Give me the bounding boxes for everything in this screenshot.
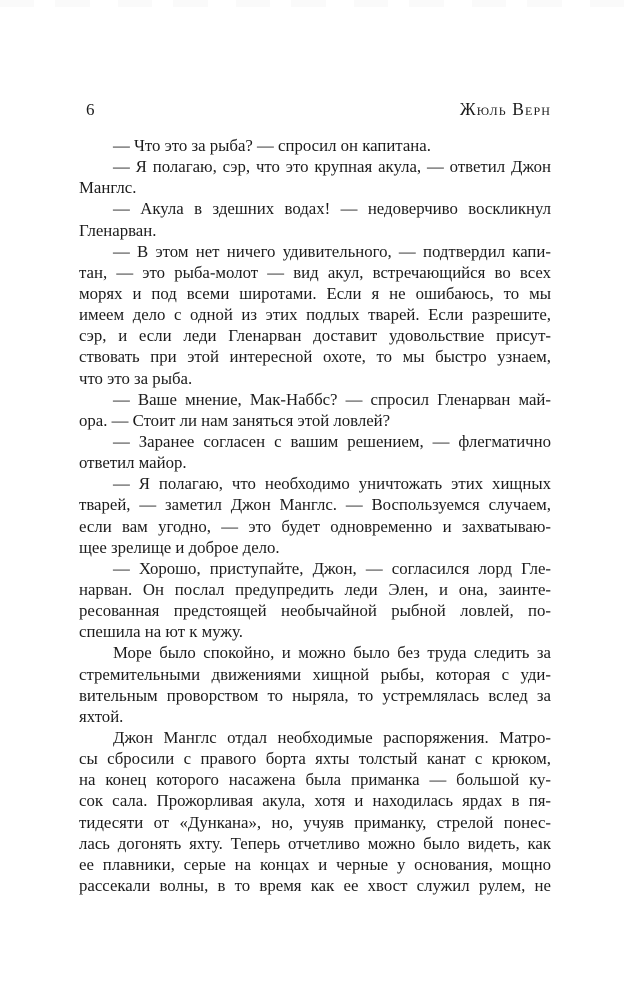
text-line: вительным проворством то ныряла, то устремлялась вслед за <box>79 685 551 705</box>
text-line: морях и под всеми широтами. Если я не ошибаюсь, то мы <box>79 283 551 303</box>
scan-noise-band <box>0 0 634 7</box>
text-line: имеем дело с одной из этих подлых тварей. Если разрешите, <box>79 305 551 325</box>
text-line: ствовать при этой интересной охоте, то мы быстро узнаем, <box>79 347 551 367</box>
text-line: что это за рыба. <box>79 368 193 388</box>
text-line: лась догонять яхту. Теперь отчетливо можно было видеть, как <box>79 833 551 853</box>
text-line: нарван. Он послал предупредить леди Элен, и она, заинте- <box>79 579 551 599</box>
text-line: Море было спокойно, и можно было без труда следить за <box>113 643 551 663</box>
text-line: ее плавники, серые на концах и черные у основания, мощно <box>79 854 551 874</box>
text-line: ресованная предстоящей необычайной рыбной ловлей, по- <box>79 601 551 621</box>
text-line: — Заранее согласен с вашим решением, — флегматично <box>113 431 551 451</box>
text-line: сок сала. Прожорливая акула, хотя и находилась ярдах в пя- <box>79 791 551 811</box>
text-line: если вам угодно, — это будет одновременно и захватываю- <box>79 516 551 536</box>
text-line: — В этом нет ничего удивительного, — подтвердил капи- <box>113 241 551 261</box>
running-header: Жюль Верн <box>459 99 551 119</box>
text-line: — Акула в здешних водах! — недоверчиво воскликнул <box>113 199 551 219</box>
text-line: — Ваше мнение, Мак-Наббс? — спросил Гленарван май- <box>113 389 551 409</box>
text-line: — Я полагаю, что необходимо уничтожать этих хищных <box>113 474 551 494</box>
text-line: ответил майор. <box>79 453 187 473</box>
text-line: на конец которого насажена была приманка — большой ку- <box>79 770 551 790</box>
text-line: тан, — это рыба-молот — вид акул, встречающийся во всех <box>79 262 551 282</box>
text-line: яхтой. <box>79 706 124 726</box>
page-header <box>79 100 551 118</box>
text-line: — Что это за рыба? — спросил он капитана. <box>113 136 431 155</box>
text-line: тварей, — заметил Джон Манглс. — Воспользуемся случаем, <box>79 495 551 515</box>
text-line: щее зрелище и доброе дело. <box>79 537 280 557</box>
text-line: тидесяти от «Дункана», но, учуяв приманку, стрелой понес- <box>79 812 551 832</box>
text-line: Гленарван. <box>79 220 157 240</box>
text-line: — Я полагаю, сэр, что это крупная акула, — ответил Джон <box>113 157 551 177</box>
text-line: сэр, и если леди Гленарван доставит удовольствие присут- <box>79 326 551 346</box>
text-line: — Хорошо, приступайте, Джон, — согласился лорд Гле- <box>113 558 551 578</box>
text-line: спешила на ют к мужу. <box>79 622 243 642</box>
text-line: рассекали волны, в то время как ее хвост служил рулем, не <box>79 875 551 895</box>
text-line: Джон Манглс отдал необходимые распоряжения. Матро- <box>113 727 551 747</box>
text-line: ора. — Стоит ли нам заняться этой ловлей? <box>79 410 391 430</box>
page-number: 6 <box>86 100 95 119</box>
page-body <box>79 135 551 896</box>
text-line: Манглс. <box>79 178 137 198</box>
text-line: сы сбросили с правого борта яхты толстый канат с крюком, <box>79 749 551 769</box>
text-line: стремительными движениями хищной рыбы, которая с уди- <box>79 664 551 684</box>
